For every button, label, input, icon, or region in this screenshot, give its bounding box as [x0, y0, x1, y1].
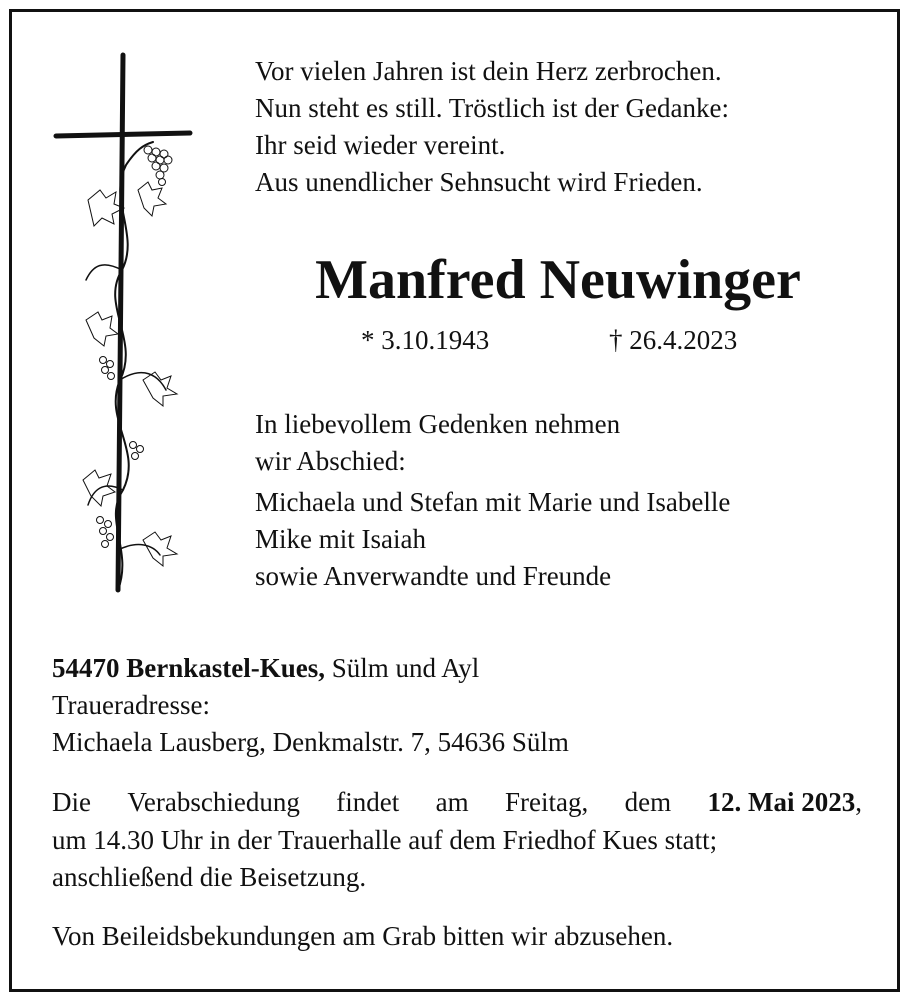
life-dates	[361, 322, 738, 358]
service-word: Die	[52, 787, 91, 817]
birth-date: * 3.10.1943	[361, 325, 490, 355]
verse-line: Nun steht es still. Tröstlich ist der Gedanke:	[255, 93, 729, 123]
service-date	[708, 784, 863, 822]
place-rest: Sülm und Ayl	[325, 653, 480, 683]
closing-request: Von Beileidsbekundungen am Grab bitten wir abzusehen.	[52, 921, 674, 951]
service-comma: ,	[855, 787, 862, 817]
service-line: um 14.30 Uhr in der Trauerhalle auf dem Friedhof Kues statt;	[52, 824, 718, 855]
service-announcement	[52, 784, 862, 897]
service-word: am	[435, 787, 469, 817]
address-contact: Michaela Lausberg, Denkmalstr. 7, 54636 Sülm	[52, 727, 569, 757]
mourner-line: Michaela und Stefan mit Marie und Isabelle	[255, 487, 731, 517]
service-word: findet	[336, 787, 400, 817]
service-word: Verabschiedung	[127, 787, 300, 817]
place-line	[52, 650, 872, 687]
mourners-intro: wir Abschied:	[255, 446, 406, 476]
place-bold: 54470 Bernkastel-Kues,	[52, 653, 325, 683]
service-line	[52, 784, 862, 822]
deceased-name: Manfred Neuwinger	[315, 249, 801, 311]
service-date-bold: 12. Mai 2023	[707, 787, 856, 817]
verse-line: Vor vielen Jahren ist dein Herz zerbrochen.	[255, 56, 722, 86]
mourner-line: sowie Anverwandte und Freunde	[255, 561, 612, 591]
memorial-verse	[255, 53, 875, 201]
mourners-section	[255, 406, 885, 595]
mourners-intro: In liebevollem Gedenken nehmen	[255, 409, 621, 439]
cross-with-vine-icon	[48, 50, 198, 595]
verse-line: Ihr seid wieder vereint.	[255, 130, 506, 160]
service-word: dem	[624, 787, 672, 817]
address-section	[52, 650, 872, 761]
service-word: Freitag,	[504, 787, 589, 817]
death-date: † 26.4.2023	[609, 325, 738, 355]
service-line: anschließend die Beisetzung.	[52, 862, 367, 892]
mourner-line: Mike mit Isaiah	[255, 524, 426, 554]
address-label: Traueradresse:	[52, 690, 210, 720]
verse-line: Aus unendlicher Sehnsucht wird Frieden.	[255, 167, 703, 197]
